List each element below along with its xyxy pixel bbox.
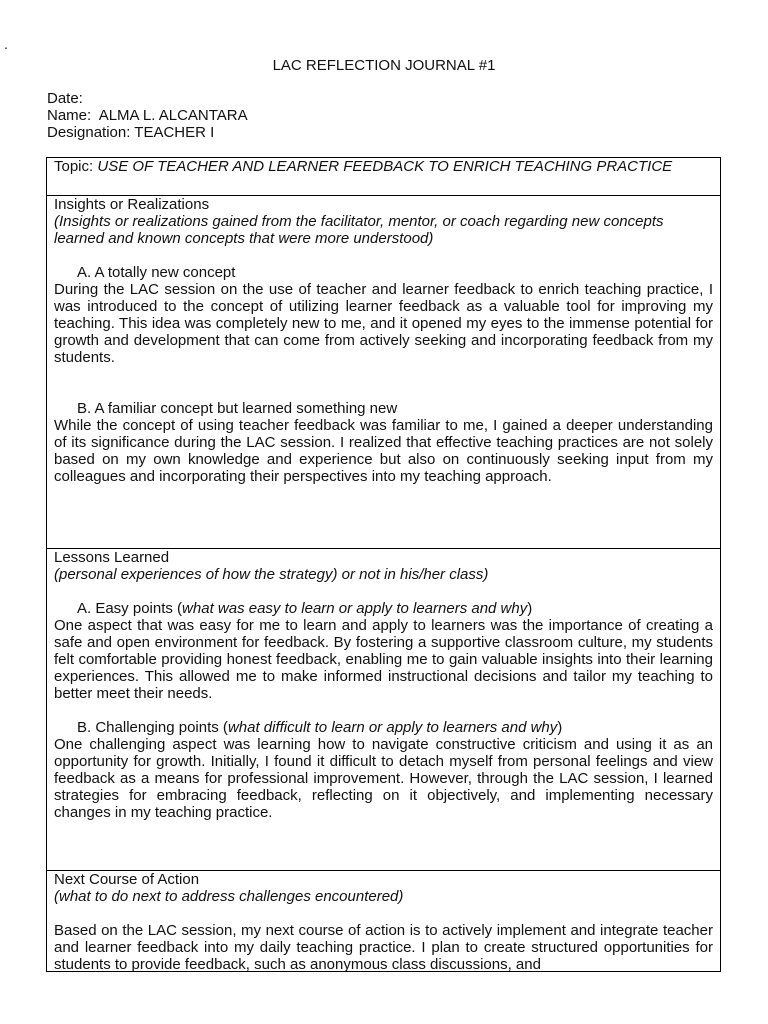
designation-label: Designation: bbox=[47, 124, 131, 141]
lessons-b-label-line bbox=[54, 719, 713, 736]
lessons-b-text: One challenging aspect was learning how to navigate constructive criticism and using it as an opportunity for growth. Initially, I found it difficult to detach myself from personal feelings and view feedback as a means for professional improvement. However, through the LAC session, I learned strategies for embracing feedback, reflecting on it objectively, and implementing necessary changes in my teaching practice. bbox=[54, 736, 713, 821]
lessons-b-hint: what difficult to learn or apply to learners and why bbox=[227, 719, 558, 736]
journal-table bbox=[46, 157, 721, 972]
lessons-section bbox=[47, 549, 720, 871]
insights-heading: Insights or Realizations bbox=[54, 196, 210, 213]
name-value: ALMA L. ALCANTARA bbox=[98, 107, 248, 124]
insights-a-text: During the LAC session on the use of teacher and learner feedback to enrich teaching practice, I was introduced to the concept of utilizing learner feedback as a valuable tool for improving my teaching. This idea was completely new to me, and it opened my eyes to the immense potential for growth and development that can come from actively seeking and incorporating feedback from my students. bbox=[54, 281, 713, 366]
stray-mark: . bbox=[4, 36, 8, 52]
topic-value: USE OF TEACHER AND LEARNER FEEDBACK TO ENRICH TEACHING PRACTICE bbox=[97, 158, 673, 175]
insights-b-label: B. A familiar concept but learned something new bbox=[77, 400, 398, 417]
insights-section bbox=[47, 196, 720, 549]
lessons-subheading: (personal experiences of how the strategy) or not in his/her class) bbox=[54, 566, 489, 583]
lessons-b-label: B. Challenging points ( bbox=[77, 719, 228, 736]
lessons-a-text: One aspect that was easy for me to learn and apply to learners was the importance of creating a safe and open environment for feedback. By fostering a supportive classroom culture, my students felt comfortable providing honest feedback, enabling me to gain valuable insights into their learning experiences. This allowed me to make informed instructional decisions and tailor my teaching to better meet their needs. bbox=[54, 617, 713, 702]
next-heading: Next Course of Action bbox=[54, 871, 200, 888]
date-line bbox=[47, 90, 248, 107]
lessons-b-close: ) bbox=[557, 719, 563, 736]
lessons-a-hint: what was easy to learn or apply to learners and why bbox=[182, 600, 528, 617]
insights-b-text: While the concept of using teacher feedback was familiar to me, I gained a deeper understanding of its significance during the LAC session. I realized that effective teaching practices are not solely based on my own knowledge and experience but also on continuously seeking input from my colleagues and incorporating their perspectives into my teaching approach. bbox=[54, 417, 713, 485]
page-title: LAC REFLECTION JOURNAL #1 bbox=[272, 57, 496, 74]
designation-line bbox=[47, 124, 248, 141]
next-subheading: (what to do next to address challenges encountered) bbox=[54, 888, 404, 905]
next-section bbox=[47, 871, 720, 972]
designation-value: TEACHER I bbox=[134, 124, 215, 141]
insights-a-label: A. A totally new concept bbox=[77, 264, 236, 281]
lessons-a-label: A. Easy points ( bbox=[77, 600, 183, 617]
topic-row bbox=[47, 158, 720, 196]
lessons-heading: Lessons Learned bbox=[54, 549, 170, 566]
insights-subheading: (Insights or realizations gained from the facilitator, mentor, or coach regarding new concepts learned and known concepts that were more understood) bbox=[54, 213, 664, 247]
next-text: Based on the LAC session, my next course of action is to actively implement and integrate teacher and learner feedback into my daily teaching practice. I plan to create structured opportunities for students to provide feedback, such as anonymous class discussions, and bbox=[54, 922, 713, 972]
date-label: Date: bbox=[47, 90, 83, 107]
name-line bbox=[47, 107, 248, 124]
topic-label: Topic: bbox=[54, 158, 94, 175]
lessons-a-close: ) bbox=[527, 600, 533, 617]
header-info bbox=[47, 90, 248, 141]
name-label: Name: bbox=[47, 107, 92, 124]
lessons-a-label-line bbox=[54, 600, 713, 617]
